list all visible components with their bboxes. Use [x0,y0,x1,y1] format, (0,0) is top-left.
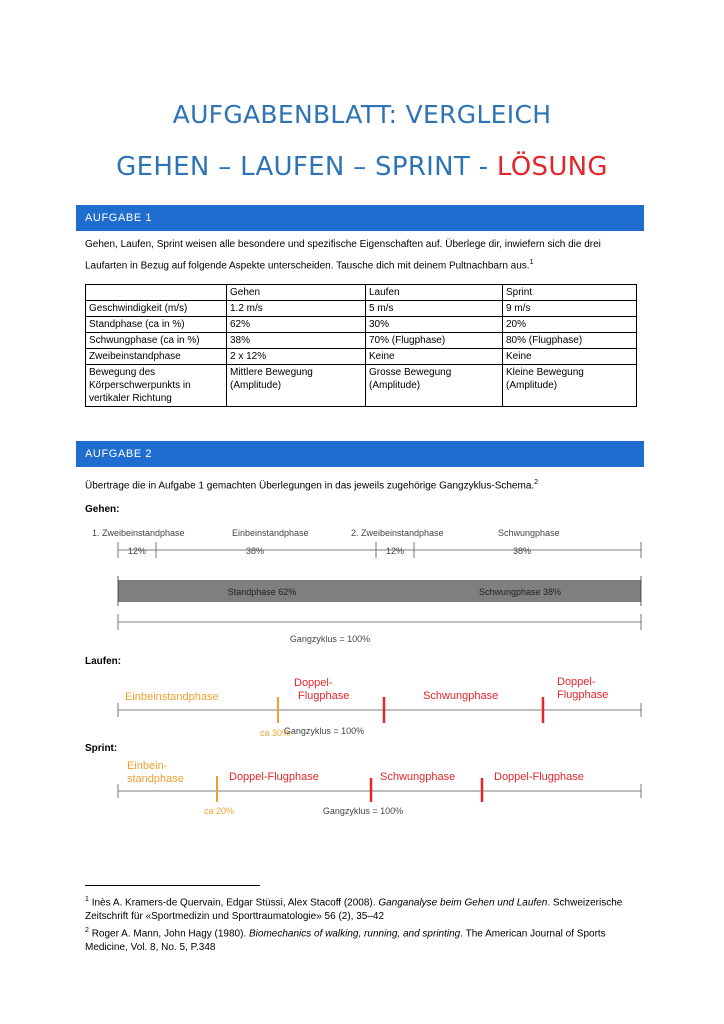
gehen-percent: 38% [245,546,265,556]
table-header-cell: Gehen [227,285,366,301]
table-row [86,333,637,349]
table-cell: Keine [503,349,637,365]
footnote-divider [85,885,260,886]
table-cell: 30% [366,317,503,333]
footnote-1-title: Ganganalyse beim Gehen und Laufen [378,897,548,909]
gehen-cycle-label: Gangzyklus = 100% [289,634,371,644]
sprint-marker-label: ca 20% [204,806,235,816]
table-cell: Grosse Bewegung (Amplitude) [366,365,503,407]
gehen-label: Gehen: [85,504,120,515]
sprint-phase-label: Doppel-Flugphase [229,771,319,783]
laufen-phase-label: Doppel- [557,676,596,688]
sprint-cycle-label: Gangzyklus = 100% [322,806,404,816]
table-cell: 38% [227,333,366,349]
gehen-percent: 38% [512,546,532,556]
task2-header: AUFGABE 2 [76,441,644,467]
table-row [86,301,637,317]
sprint-phase-label: Schwungphase [380,771,456,783]
task1-instruction [85,236,645,275]
footnote-2-rest: . The American Journal of Sports Medicine, Vol. 8, No. 5, P.348 [85,928,606,954]
table-cell: Schwungphase (ca in %) [86,333,227,349]
table-cell: Zweibeinstandphase [86,349,227,365]
table-row [86,317,637,333]
sprint-diagram [80,756,650,826]
table-header-cell: Laufen [366,285,503,301]
gehen-phase-label: Schwungphase [498,528,560,538]
footnote-1-authors: Inès A. Kramers-de Quervain, Edgar Stüssi, Alex Stacoff (2008). [91,897,379,909]
page-title: AUFGABENBLATT: VERGLEICH [172,100,552,129]
table-cell: 20% [503,317,637,333]
footnote-1 [85,893,645,924]
gehen-gray-bar [118,580,641,602]
task1-header: AUFGABE 1 [76,205,644,231]
task2-instruction [85,474,645,495]
table-cell: 80% (Flugphase) [503,333,637,349]
laufen-marker-label: ca 30% [260,728,291,738]
sprint-label: Sprint: [85,743,118,754]
table-cell: Standphase (ca in %) [86,317,227,333]
footnote-2-number: 2 [85,927,89,934]
gehen-swing-label: Schwungphase 38% [478,587,562,597]
laufen-cycle-label: Gangzyklus = 100% [283,726,365,736]
task2-instruction-text: Übertrage die in Aufgabe 1 gemachten Überlegungen in das jeweils zugehörige Gangzyklus-Schema. [85,480,535,492]
table-cell: 1.2 m/s [227,301,366,317]
gehen-phase-label: 1. Zweibeinstandphase [92,528,185,538]
table-row [86,365,637,407]
sprint-phase-label: Einbein- [127,760,168,772]
table-cell: Keine [366,349,503,365]
footnote-1-rest: . Schweizerische Zeitschrift für «Sportmedizin und Sporttraumatologie» 56 (2), 35–42 [85,897,623,923]
gehen-percent: 12% [127,546,147,556]
subtitle-main: GEHEN – LAUFEN – SPRINT - [116,152,497,182]
table-cell: 5 m/s [366,301,503,317]
laufen-phase-label: Doppel- [294,677,333,689]
table-header-cell [86,285,227,301]
footnote-ref-1: 1 [529,259,534,266]
gehen-percent: 12% [385,546,405,556]
sprint-phase-label: standphase [127,773,184,785]
table-cell: Kleine Bewegung (Amplitude) [503,365,637,407]
gehen-stand-label: Standphase 62% [227,587,297,597]
footnote-2 [85,924,645,955]
footnote-2-authors: Roger A. Mann, John Hagy (1980). [91,928,249,940]
laufen-diagram [80,670,650,742]
sprint-phase-label: Doppel-Flugphase [494,771,584,783]
footnote-ref-2: 2 [534,479,539,486]
laufen-phase-label: Einbeinstandphase [125,691,219,703]
page-subtitle [0,152,724,182]
comparison-table [85,284,637,407]
table-cell: Bewegung des Körperschwerpunkts in vertikaler Richtung [86,365,227,407]
table-cell: Mittlere Bewegung (Amplitude) [227,365,366,407]
task1-instruction-text: Gehen, Laufen, Sprint weisen alle besondere und spezifische Eigenschaften auf. Überlege dir, inwiefern sich die drei Laufarten in Bezug auf folgende Aspekte unterscheiden. Tausche dich mit deinem Pultnachbarn aus. [85,239,601,272]
laufen-phase-label: Flugphase [298,690,350,702]
laufen-phase-label: Flugphase [557,689,609,701]
subtitle-solution: LÖSUNG [496,152,608,182]
gehen-phase-label: 2. Zweibeinstandphase [351,528,444,538]
footnote-2-title: Biomechanics of walking, running, and sprinting [249,928,461,940]
table-header-row [86,285,637,301]
footnote-1-number: 1 [85,896,89,903]
table-header-cell: Sprint [503,285,637,301]
gehen-phase-label: Einbeinstandphase [232,528,309,538]
table-cell: Geschwindigkeit (m/s) [86,301,227,317]
table-row [86,349,637,365]
table-cell: 70% (Flugphase) [366,333,503,349]
table-cell: 2 x 12% [227,349,366,365]
table-cell: 9 m/s [503,301,637,317]
table-cell: 62% [227,317,366,333]
gehen-diagram [80,520,650,650]
laufen-label: Laufen: [85,656,122,667]
laufen-phase-label: Schwungphase [423,690,499,702]
